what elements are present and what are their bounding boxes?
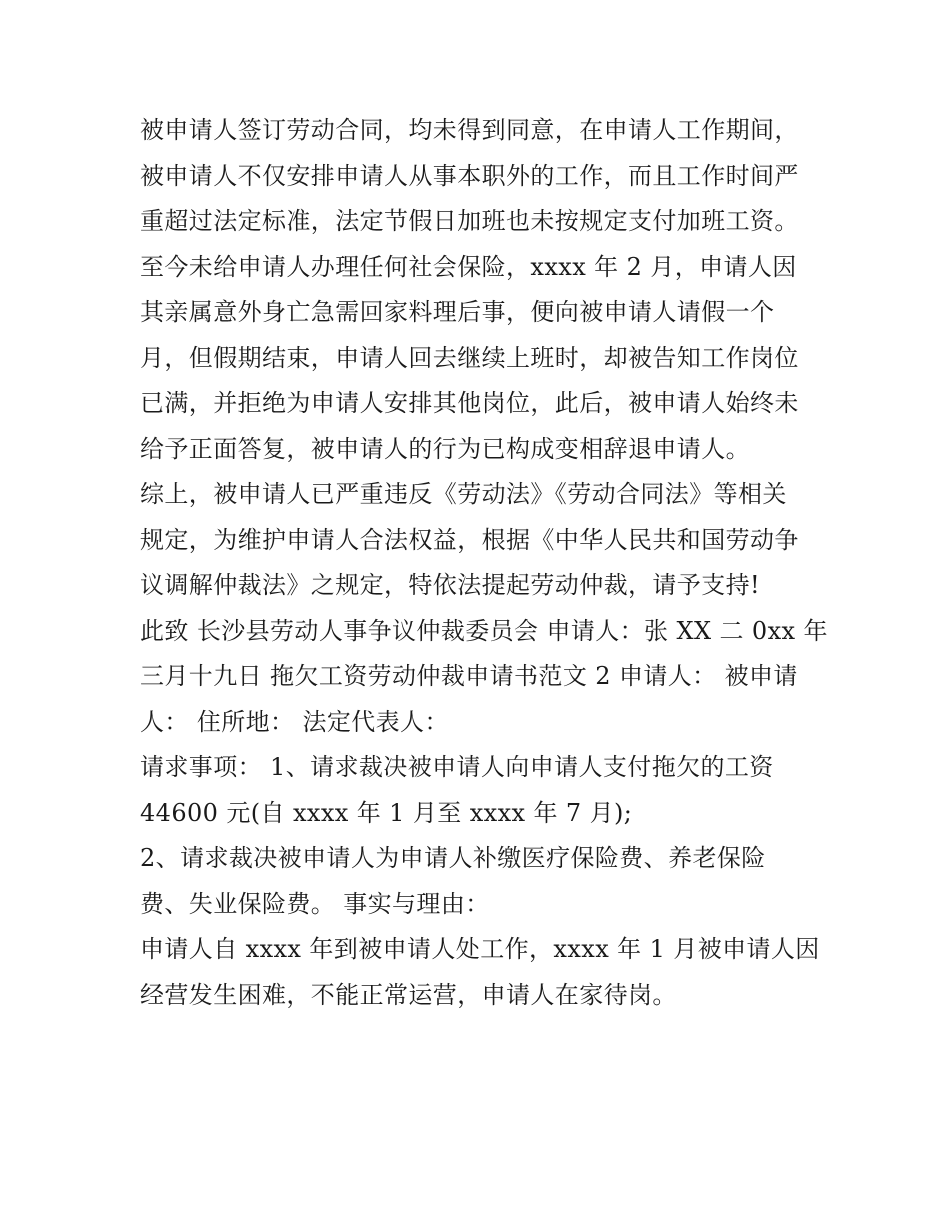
text-line: 规定，为维护申请人合法权益，根据《中华人民共和国劳动争 <box>140 525 799 554</box>
text-line: 2、请求裁决被申请人为申请人补缴医疗保险费、养老保险 <box>140 844 766 872</box>
text-line: 月，但假期结束，申请人回去继续上班时，却被告知工作岗位 <box>140 343 799 372</box>
text-line: 申请人自 xxxx 年到被申请人处工作，xxxx 年 1 月被申请人因 <box>140 935 820 963</box>
text-line: 议调解仲裁法》之规定，特依法提起劳动仲裁，请予支持! <box>140 571 761 599</box>
text-line: 费、失业保险费。 事实与理由： <box>140 889 490 918</box>
text-line: 被申请人不仅安排申请人从事本职外的工作，而且工作时间严 <box>140 161 799 190</box>
text-line: 被申请人签订劳动合同，均未得到同意，在申请人工作期间， <box>140 116 799 144</box>
text-line: 其亲属意外身亡急需回家料理后事，便向被申请人请假一个 <box>140 298 775 326</box>
text-line: 综上，被申请人已严重违反《劳动法》《劳动合同法》等相关 <box>140 480 787 508</box>
text-line: 此致 长沙县劳动人事争议仲裁委员会 申请人：张 XX 二 0xx 年 <box>140 616 828 645</box>
text-line: 已满，并拒绝为申请人安排其他岗位，此后，被申请人始终未 <box>140 389 799 417</box>
document-body <box>140 108 830 1018</box>
text-line: 44600 元(自 xxxx 年 1 月至 xxxx 年 7 月); <box>140 798 633 827</box>
text-line: 三月十九日 拖欠工资劳动仲裁申请书范文 2 申请人： 被申请 <box>140 662 798 690</box>
text-line: 请求事项： 1、请求裁决被申请人向申请人支付拖欠的工资 <box>140 753 774 781</box>
text-line: 给予正面答复，被申请人的行为已构成变相辞退申请人。 <box>140 434 750 463</box>
text-line: 至今未给申请人办理任何社会保险，xxxx 年 2 月，申请人因 <box>140 252 797 281</box>
text-line: 经营发生困难，不能正常运营，申请人在家待岗。 <box>140 980 677 1009</box>
text-line: 重超过法定标准，法定节假日加班也未按规定支付加班工资。 <box>140 207 799 235</box>
text-line: 人： 住所地： 法定代表人： <box>140 707 449 736</box>
